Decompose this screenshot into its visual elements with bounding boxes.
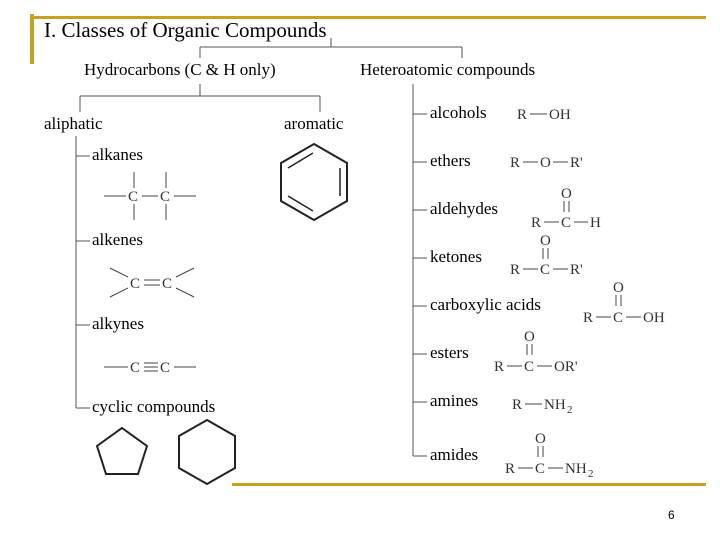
esters-label: esters (430, 343, 469, 362)
svg-text:O: O (540, 233, 551, 249)
svg-text:2: 2 (588, 468, 594, 480)
alkyne-c1: C (130, 360, 141, 376)
ketone-formula (510, 233, 583, 278)
slide-title: I. Classes of Organic Compounds (44, 18, 327, 42)
svg-text:OR': OR' (554, 359, 578, 375)
svg-text:R: R (510, 155, 521, 171)
alcohols-label: alcohols (430, 103, 487, 122)
svg-text:C: C (613, 310, 624, 326)
svg-text:NH: NH (565, 461, 587, 477)
svg-text:O: O (535, 431, 546, 447)
amide-formula (505, 431, 594, 480)
carboxylic-acids-label: carboxylic acids (430, 295, 541, 314)
ethers-label: ethers (430, 151, 471, 170)
carboxylic-acid-formula (583, 280, 665, 326)
alkene-c1: C (130, 276, 141, 292)
svg-text:C: C (535, 461, 546, 477)
cyclic-compounds-label: cyclic compounds (92, 397, 216, 416)
aliphatic-label: aliphatic (44, 114, 103, 133)
svg-text:R: R (510, 262, 521, 278)
benzene-structure (281, 144, 347, 220)
ether-formula (510, 155, 583, 171)
page-number: 6 (668, 508, 675, 522)
ketones-label: ketones (430, 247, 482, 266)
amides-label: amides (430, 445, 479, 464)
svg-text:R: R (531, 215, 542, 231)
tree-connectors (76, 38, 462, 456)
alkene-structure (110, 268, 194, 297)
ester-formula (494, 329, 578, 375)
svg-text:O: O (540, 155, 551, 171)
amines-label: amines (430, 391, 479, 410)
svg-text:R: R (494, 359, 505, 375)
svg-text:OH: OH (643, 310, 665, 326)
alkenes-label: alkenes (92, 230, 143, 249)
svg-text:R: R (583, 310, 594, 326)
amine-formula (512, 397, 573, 416)
svg-text:C: C (524, 359, 535, 375)
cyclopentane-structure (97, 428, 147, 474)
alkyne-c2: C (160, 360, 171, 376)
svg-text:2: 2 (567, 404, 573, 416)
alkanes-label: alkanes (92, 145, 143, 164)
svg-text:NH: NH (544, 397, 566, 413)
svg-text:R': R' (570, 155, 583, 171)
svg-text:C: C (540, 262, 551, 278)
aldehyde-formula (531, 186, 601, 231)
svg-text:R: R (505, 461, 516, 477)
alkynes-label: alkynes (92, 314, 144, 333)
svg-text:O: O (524, 329, 535, 345)
svg-text:OH: OH (549, 107, 571, 123)
svg-text:R: R (517, 107, 528, 123)
svg-text:R: R (512, 397, 523, 413)
alkane-c1: C (128, 189, 139, 205)
hydrocarbons-heading: Hydrocarbons (C & H only) (84, 60, 276, 79)
aromatic-label: aromatic (284, 114, 344, 133)
alkene-c2: C (162, 276, 173, 292)
alkyne-structure (104, 360, 196, 376)
svg-text:O: O (561, 186, 572, 202)
svg-text:O: O (613, 280, 624, 296)
alkane-structure (104, 172, 196, 220)
heteroatomic-heading: Heteroatomic compounds (360, 60, 536, 79)
svg-text:R': R' (570, 262, 583, 278)
aldehydes-label: aldehydes (430, 199, 498, 218)
alkane-c2: C (160, 189, 171, 205)
svg-text:H: H (590, 215, 601, 231)
alcohol-formula (517, 107, 571, 123)
cyclohexane-structure (179, 420, 235, 484)
svg-text:C: C (561, 215, 572, 231)
